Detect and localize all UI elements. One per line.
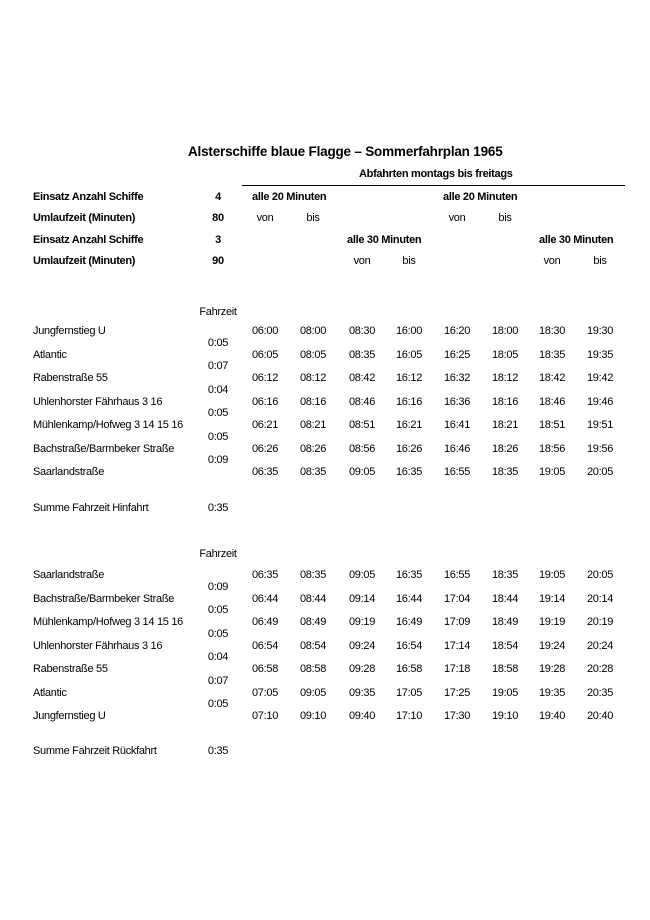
departure-time: 16:41	[443, 419, 471, 431]
departure-time: 18:58	[491, 663, 519, 675]
interval-label: alle 30 Minuten	[347, 234, 422, 246]
departure-time: 06:44	[251, 592, 279, 605]
departure-time: 08:35	[299, 569, 327, 581]
departure-time: 19:51	[586, 419, 614, 431]
departure-time: 20:35	[586, 686, 614, 699]
departure-time: 20:05	[586, 569, 614, 581]
segment-travel-time: 0:05	[207, 336, 229, 349]
departure-time: 20:24	[586, 639, 614, 652]
departure-time: 16:49	[395, 616, 423, 628]
departure-time: 08:46	[348, 395, 376, 408]
departure-time: 09:40	[348, 710, 376, 722]
departure-time: 16:46	[443, 442, 471, 455]
fleet-cycle-label: Umlaufzeit (Minuten)	[33, 212, 136, 224]
fahrzeit-header: Fahrzeit	[199, 548, 237, 560]
departure-time: 16:26	[395, 442, 423, 455]
departure-time: 18:12	[491, 372, 519, 384]
departure-time: 20:19	[586, 616, 614, 628]
segment-travel-time: 0:04	[207, 651, 229, 663]
departure-time: 16:58	[395, 663, 423, 675]
departure-time: 06:21	[251, 419, 279, 431]
departure-time: 17:09	[443, 616, 471, 628]
departure-time: 20:14	[586, 592, 614, 605]
heading-rule	[242, 185, 625, 186]
departure-time: 08:21	[299, 419, 327, 431]
departure-time: 08:42	[348, 372, 376, 384]
interval-to: bis	[593, 255, 607, 267]
departure-time: 16:00	[395, 325, 423, 337]
departure-time: 07:10	[251, 710, 279, 722]
segment-travel-time: 0:09	[207, 580, 229, 593]
segment-travel-time: 0:05	[207, 627, 229, 640]
departure-time: 19:30	[586, 325, 614, 337]
departure-time: 20:28	[586, 663, 614, 675]
departure-time: 06:35	[251, 466, 279, 478]
stop-name: Uhlenhorster Fährhaus 3 16	[33, 639, 163, 652]
segment-travel-time: 0:05	[207, 698, 229, 710]
stop-name: Mühlenkamp/Hofweg 3 14 15 16	[33, 616, 183, 628]
stop-name: Rabenstraße 55	[33, 663, 108, 675]
departure-time: 19:19	[538, 616, 566, 628]
departure-time: 19:24	[538, 639, 566, 652]
departure-time: 17:05	[395, 686, 423, 699]
departure-time: 18:30	[538, 325, 566, 337]
stop-name: Bachstraße/Barmbeker Straße	[33, 592, 175, 605]
departure-time: 08:26	[299, 442, 327, 455]
interval-to: bis	[498, 212, 512, 224]
stop-name: Bachstraße/Barmbeker Straße	[33, 442, 175, 455]
departure-time: 16:21	[395, 419, 423, 431]
interval-from: von	[353, 255, 371, 267]
interval-from: von	[256, 212, 274, 224]
departure-time: 08:05	[299, 348, 327, 361]
departure-time: 18:46	[538, 395, 566, 408]
interval-from: von	[543, 255, 561, 267]
departure-time: 06:35	[251, 569, 279, 581]
departure-time: 18:05	[491, 348, 519, 361]
departure-time: 08:30	[348, 325, 376, 337]
departure-time: 19:05	[538, 569, 566, 581]
departure-time: 19:40	[538, 710, 566, 722]
departure-time: 09:28	[348, 663, 376, 675]
departure-time: 06:12	[251, 372, 279, 384]
departure-time: 06:05	[251, 348, 279, 361]
fleet-cycle-value: 80	[212, 212, 224, 224]
departure-time: 17:18	[443, 663, 471, 675]
departure-time: 17:04	[443, 592, 471, 605]
departure-time: 18:00	[491, 325, 519, 337]
departure-time: 09:10	[299, 710, 327, 722]
departure-time: 18:35	[491, 569, 519, 581]
departure-time: 16:32	[443, 372, 471, 384]
total-travel-time: 0:35	[207, 502, 229, 514]
total-travel-label: Summe Fahrzeit Hinfahrt	[33, 502, 149, 514]
departure-time: 06:58	[251, 663, 279, 675]
fleet-cycle-label: Umlaufzeit (Minuten)	[33, 255, 136, 267]
departure-time: 06:26	[251, 442, 279, 455]
departure-time: 06:00	[251, 325, 279, 337]
segment-travel-time: 0:07	[207, 360, 229, 372]
departure-time: 17:10	[395, 710, 423, 722]
departure-time: 08:44	[299, 592, 327, 605]
interval-from: von	[448, 212, 466, 224]
fleet-cycle-value: 90	[212, 255, 224, 267]
departure-time: 18:56	[538, 442, 566, 455]
departure-time: 09:24	[348, 639, 376, 652]
page-title: Alsterschiffe blaue Flagge – Sommerfahrplan 1965	[188, 144, 503, 159]
departure-time: 17:25	[443, 686, 471, 699]
departure-time: 09:19	[348, 616, 376, 628]
departure-time: 17:14	[443, 639, 471, 652]
departure-time: 16:16	[395, 395, 423, 408]
departure-time: 08:00	[299, 325, 327, 337]
departure-time: 08:35	[348, 348, 376, 361]
departure-time: 16:12	[395, 372, 423, 384]
departure-time: 19:35	[538, 686, 566, 699]
departure-time: 06:49	[251, 616, 279, 628]
segment-travel-time: 0:05	[207, 604, 229, 616]
departure-time: 18:51	[538, 419, 566, 431]
departure-time: 08:58	[299, 663, 327, 675]
departure-time: 19:28	[538, 663, 566, 675]
stop-name: Saarlandstraße	[33, 569, 105, 581]
total-travel-label: Summe Fahrzeit Rückfahrt	[33, 745, 157, 757]
stop-name: Uhlenhorster Fährhaus 3 16	[33, 395, 163, 408]
departure-time: 09:05	[348, 466, 376, 478]
departure-time: 08:49	[299, 616, 327, 628]
departure-time: 08:56	[348, 442, 376, 455]
departure-time: 18:16	[491, 395, 519, 408]
departure-time: 16:25	[443, 348, 471, 361]
fahrzeit-header: Fahrzeit	[199, 306, 237, 318]
stop-name: Atlantic	[33, 348, 67, 361]
fleet-ships-label: Einsatz Anzahl Schiffe	[33, 234, 144, 246]
departure-time: 18:21	[491, 419, 519, 431]
departure-time: 09:05	[299, 686, 327, 699]
segment-travel-time: 0:09	[207, 454, 229, 466]
departure-time: 08:51	[348, 419, 376, 431]
departure-time: 16:35	[395, 466, 423, 478]
departure-time: 19:35	[586, 348, 614, 361]
departure-time: 20:40	[586, 710, 614, 722]
departure-time: 18:35	[538, 348, 566, 361]
departure-time: 18:35	[491, 466, 519, 478]
stop-name: Mühlenkamp/Hofweg 3 14 15 16	[33, 419, 183, 431]
departure-time: 16:35	[395, 569, 423, 581]
departure-time: 08:54	[299, 639, 327, 652]
departure-time: 09:05	[348, 569, 376, 581]
stop-name: Atlantic	[33, 686, 67, 699]
departure-time: 19:42	[586, 372, 614, 384]
total-travel-time: 0:35	[207, 745, 229, 757]
interval-label: alle 20 Minuten	[252, 191, 327, 203]
stop-name: Saarlandstraße	[33, 466, 105, 478]
departure-time: 16:55	[443, 569, 471, 581]
departure-time: 19:14	[538, 592, 566, 605]
departure-time: 16:36	[443, 395, 471, 408]
interval-to: bis	[306, 212, 320, 224]
departure-time: 16:20	[443, 325, 471, 337]
segment-travel-time: 0:05	[207, 407, 229, 419]
departure-time: 16:44	[395, 592, 423, 605]
departure-time: 07:05	[251, 686, 279, 699]
departure-time: 18:26	[491, 442, 519, 455]
departure-time: 08:16	[299, 395, 327, 408]
departure-time: 18:44	[491, 592, 519, 605]
departure-time: 06:54	[251, 639, 279, 652]
stop-name: Jungfernstieg U	[33, 325, 106, 337]
stop-name: Jungfernstieg U	[33, 710, 106, 722]
departure-time: 19:10	[491, 710, 519, 722]
fleet-ships-value: 3	[215, 234, 221, 246]
departure-time: 18:49	[491, 616, 519, 628]
fleet-ships-label: Einsatz Anzahl Schiffe	[33, 191, 144, 203]
departure-time: 18:54	[491, 639, 519, 652]
departure-time: 08:35	[299, 466, 327, 478]
departure-time: 18:42	[538, 372, 566, 384]
interval-to: bis	[402, 255, 416, 267]
departure-time: 19:56	[586, 442, 614, 455]
departures-heading: Abfahrten montags bis freitags	[359, 168, 513, 180]
departure-time: 16:54	[395, 639, 423, 652]
departure-time: 17:30	[443, 710, 471, 722]
stop-name: Rabenstraße 55	[33, 372, 108, 384]
departure-time: 19:46	[586, 395, 614, 408]
interval-label: alle 20 Minuten	[443, 191, 518, 203]
fleet-ships-value: 4	[215, 191, 221, 203]
segment-travel-time: 0:04	[207, 383, 229, 396]
departure-time: 19:05	[538, 466, 566, 478]
departure-time: 06:16	[251, 395, 279, 408]
segment-travel-time: 0:07	[207, 674, 229, 687]
departure-time: 16:05	[395, 348, 423, 361]
departure-time: 08:12	[299, 372, 327, 384]
departure-time: 09:14	[348, 592, 376, 605]
segment-travel-time: 0:05	[207, 430, 229, 443]
departure-time: 16:55	[443, 466, 471, 478]
departure-time: 20:05	[586, 466, 614, 478]
departure-time: 09:35	[348, 686, 376, 699]
interval-label: alle 30 Minuten	[539, 234, 614, 246]
departure-time: 19:05	[491, 686, 519, 699]
